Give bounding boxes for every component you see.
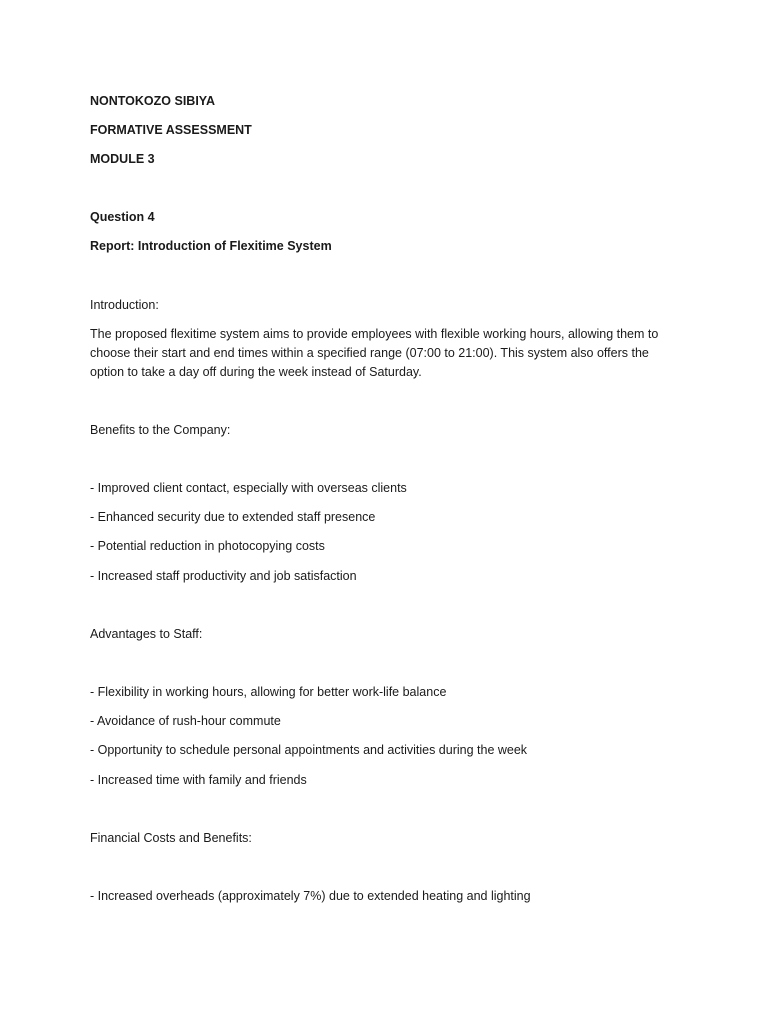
report-title: Report: Introduction of Flexitime System xyxy=(90,239,332,253)
staff-advantage-item: - Avoidance of rush-hour commute xyxy=(90,714,281,728)
staff-advantage-item: - Flexibility in working hours, allowing for better work-life balance xyxy=(90,685,447,699)
company-benefit-item: - Potential reduction in photocopying costs xyxy=(90,539,325,553)
company-benefits-heading: Benefits to the Company: xyxy=(90,423,231,437)
module-label: MODULE 3 xyxy=(90,152,155,166)
staff-advantages-heading: Advantages to Staff: xyxy=(90,627,203,641)
author-name: NONTOKOZO SIBIYA xyxy=(90,94,216,108)
assessment-label: FORMATIVE ASSESSMENT xyxy=(90,123,252,137)
company-benefit-item: - Enhanced security due to extended staff presence xyxy=(90,510,376,524)
question-label: Question 4 xyxy=(90,210,155,224)
financial-item: - Increased overheads (approximately 7%) due to extended heating and lighting xyxy=(90,889,531,903)
staff-advantage-item: - Increased time with family and friends xyxy=(90,773,307,787)
company-benefit-item: - Improved client contact, especially with overseas clients xyxy=(90,481,407,495)
financial-heading: Financial Costs and Benefits: xyxy=(90,831,252,845)
staff-advantage-item: - Opportunity to schedule personal appointments and activities during the week xyxy=(90,743,528,757)
introduction-text: The proposed flexitime system aims to provide employees with flexible working hours, allowing them to choose their start and end times within a specified range (07:00 to 21:00). This system also offers the option to take a day off during the week instead of Saturday. xyxy=(90,327,659,379)
company-benefit-item: - Increased staff productivity and job satisfaction xyxy=(90,569,357,583)
introduction-heading: Introduction: xyxy=(90,298,159,312)
